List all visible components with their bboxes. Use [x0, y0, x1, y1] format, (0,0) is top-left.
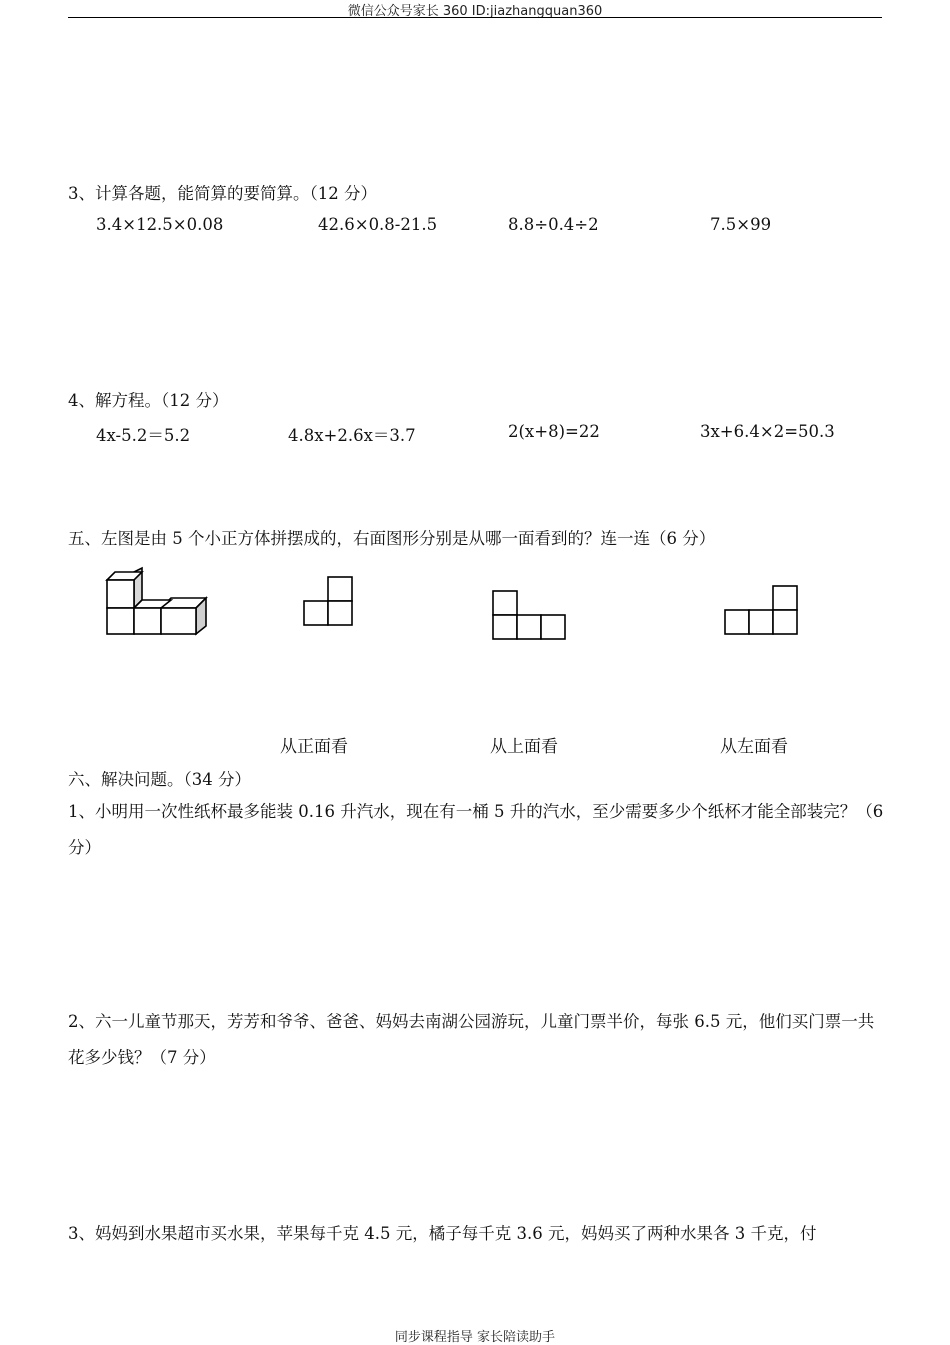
- q3-problem-1: 3.4×12.5×0.08: [96, 215, 224, 234]
- q3-problem-3: 8.8÷0.4÷2: [508, 215, 599, 234]
- bottom-cube-front-3: [161, 608, 196, 634]
- label-top-view[interactable]: 从上面看: [490, 737, 558, 757]
- section6-problem-2: 2、六一儿童节那天，芳芳和爷爷、爸爸、妈妈去南湖公园游玩，儿童门票半价，每张 6.5 元，他们买门票一共花多少钱？（7 分）: [68, 1012, 875, 1067]
- section6-problem-3: 3、妈妈到水果超市买水果，苹果每千克 4.5 元，橘子每千克 3.6 元，妈妈买了两种水果各 3 千克，付: [68, 1224, 817, 1243]
- label-front-view[interactable]: 从正面看: [280, 737, 348, 757]
- view-shape-2[interactable]: [492, 590, 568, 640]
- q3-problem-4: 7.5×99: [710, 215, 772, 234]
- view-shape-3[interactable]: [724, 585, 800, 635]
- page-header: 微信公众号家长 360 ID:jiazhangquan360: [347, 4, 603, 19]
- q4-problem-4: 3x+6.4×2=50.3: [700, 422, 835, 441]
- header-divider: [68, 17, 882, 18]
- section6-problem-1: 1、小明用一次性纸杯最多能装 0.16 升汽水，现在有一桶 5 升的汽水，至少需要多少个纸杯才能全部装完？（6 分）: [68, 802, 884, 857]
- section6-title: 六、解决问题。（34 分）: [68, 770, 251, 789]
- top-cube-front-face: [107, 580, 134, 608]
- q3-problem-2: 42.6×0.8-21.5: [318, 215, 438, 234]
- label-left-view[interactable]: 从左面看: [720, 737, 788, 757]
- page-footer: 同步课程指导 家长陪读助手: [394, 1330, 556, 1345]
- q3-title: 3、计算各题，能简算的要简算。（12 分）: [68, 184, 377, 203]
- q4-problem-3: 2(x+8)=22: [508, 422, 600, 441]
- section5-title: 五、左图是由 5 个小正方体拼摆成的，右面图形分别是从哪一面看到的？连一连（6 分）: [68, 529, 716, 548]
- cube-assembly-figure: [100, 568, 212, 638]
- q4-title: 4、解方程。（12 分）: [68, 391, 229, 410]
- view-shape-1[interactable]: [303, 576, 355, 626]
- bottom-cube-front-2: [134, 608, 161, 634]
- q4-problem-2: 4.8x+2.6x＝3.7: [288, 426, 416, 445]
- q4-problem-1: 4x-5.2＝5.2: [96, 426, 191, 445]
- bottom-cube-front-1: [107, 608, 134, 634]
